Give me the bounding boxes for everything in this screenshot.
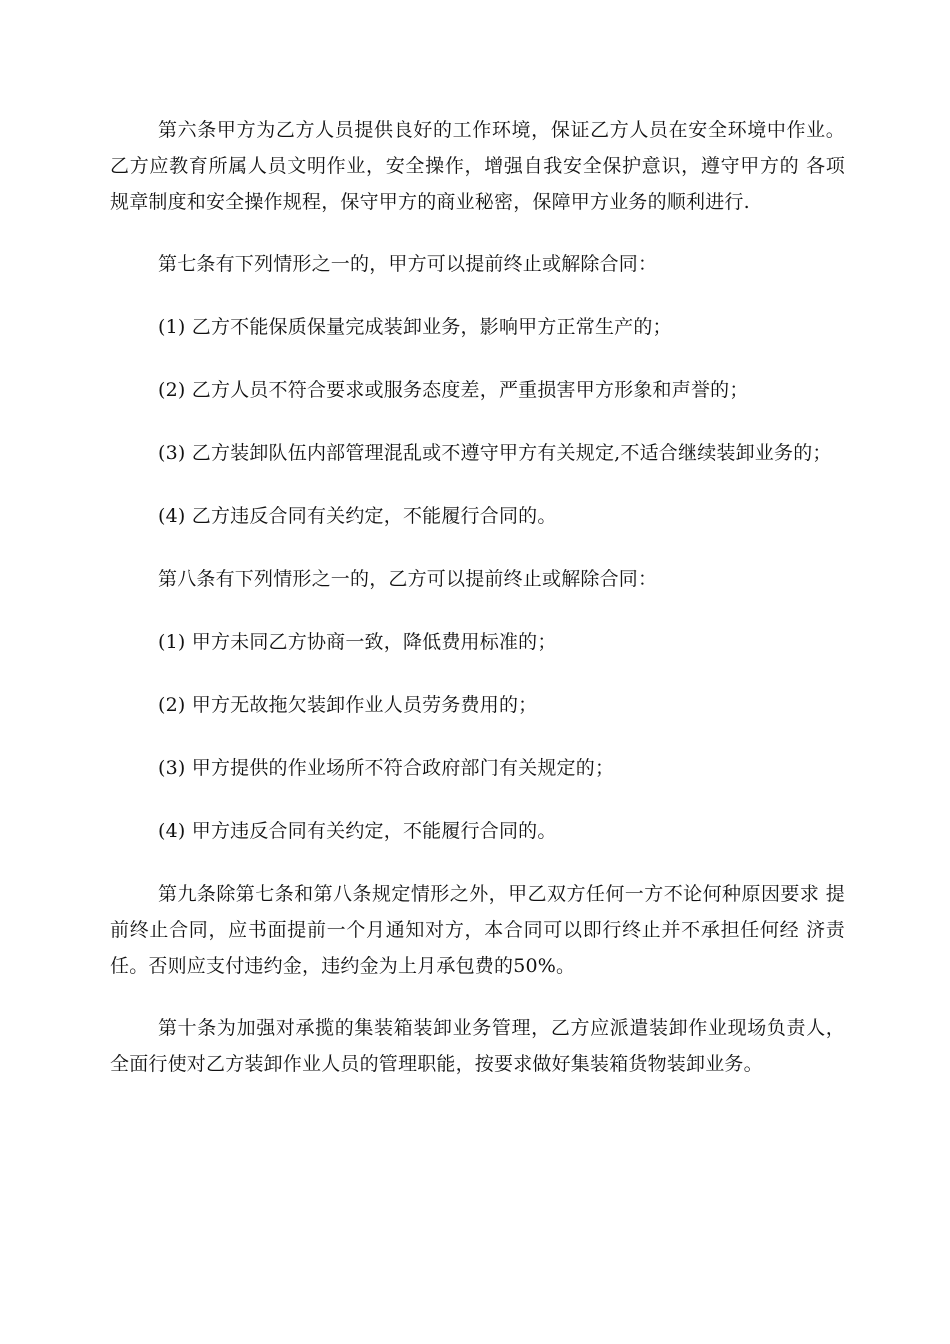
article-8-paragraph: 第八条有下列情形之一的，乙方可以提前终止或解除合同：: [158, 568, 658, 590]
article-8-item-4: (4) 甲方违反合同有关约定，不能履行合同的。: [158, 820, 557, 842]
article-7-paragraph: 第七条有下列情形之一的，甲方可以提前终止或解除合同：: [158, 253, 658, 275]
article-6-paragraph: 第六条甲方为乙方人员提供良好的工作环境，保证乙方人员在安全环境中作业。乙方应教育所属人员文明作业，安全操作，增强自我安全保护意识，遵守甲方的 各项规章制度和安全操作规程，保守甲方的商业秘密，保障甲方业务的顺利进行.: [110, 119, 845, 213]
article-8-item-3: (3) 甲方提供的作业场所不符合政府部门有关规定的；: [158, 757, 615, 779]
article-9-paragraph: 第九条除第七条和第八条规定情形之外，甲乙双方任何一方不论何种原因要求 提前终止合同，应书面提前一个月通知对方，本合同可以即行终止并不承担任何经 济责任。否则应支付违约金，违约金为上月承包费的50%。: [110, 883, 845, 977]
article-8-item-1: (1) 甲方未同乙方协商一致，降低费用标准的；: [158, 631, 557, 653]
article-7-item-2: (2) 乙方人员不符合要求或服务态度差，严重损害甲方形象和声誉的；: [158, 379, 749, 401]
article-10-paragraph: 第十条为加强对承揽的集装箱装卸业务管理，乙方应派遣装卸作业现场负责人，全面行使对乙方装卸作业人员的管理职能，按要求做好集装箱货物装卸业务。: [110, 1017, 845, 1075]
article-7-item-3: (3) 乙方装卸队伍内部管理混乱或不遵守甲方有关规定,不适合继续装卸业务的；: [158, 442, 832, 464]
article-7-item-4: (4) 乙方违反合同有关约定，不能履行合同的。: [158, 505, 557, 527]
document-body: [110, 112, 845, 1082]
article-7-item-1: (1) 乙方不能保质保量完成装卸业务，影响甲方正常生产的；: [158, 316, 672, 338]
article-8-item-2: (2) 甲方无故拖欠装卸作业人员劳务费用的；: [158, 694, 538, 716]
